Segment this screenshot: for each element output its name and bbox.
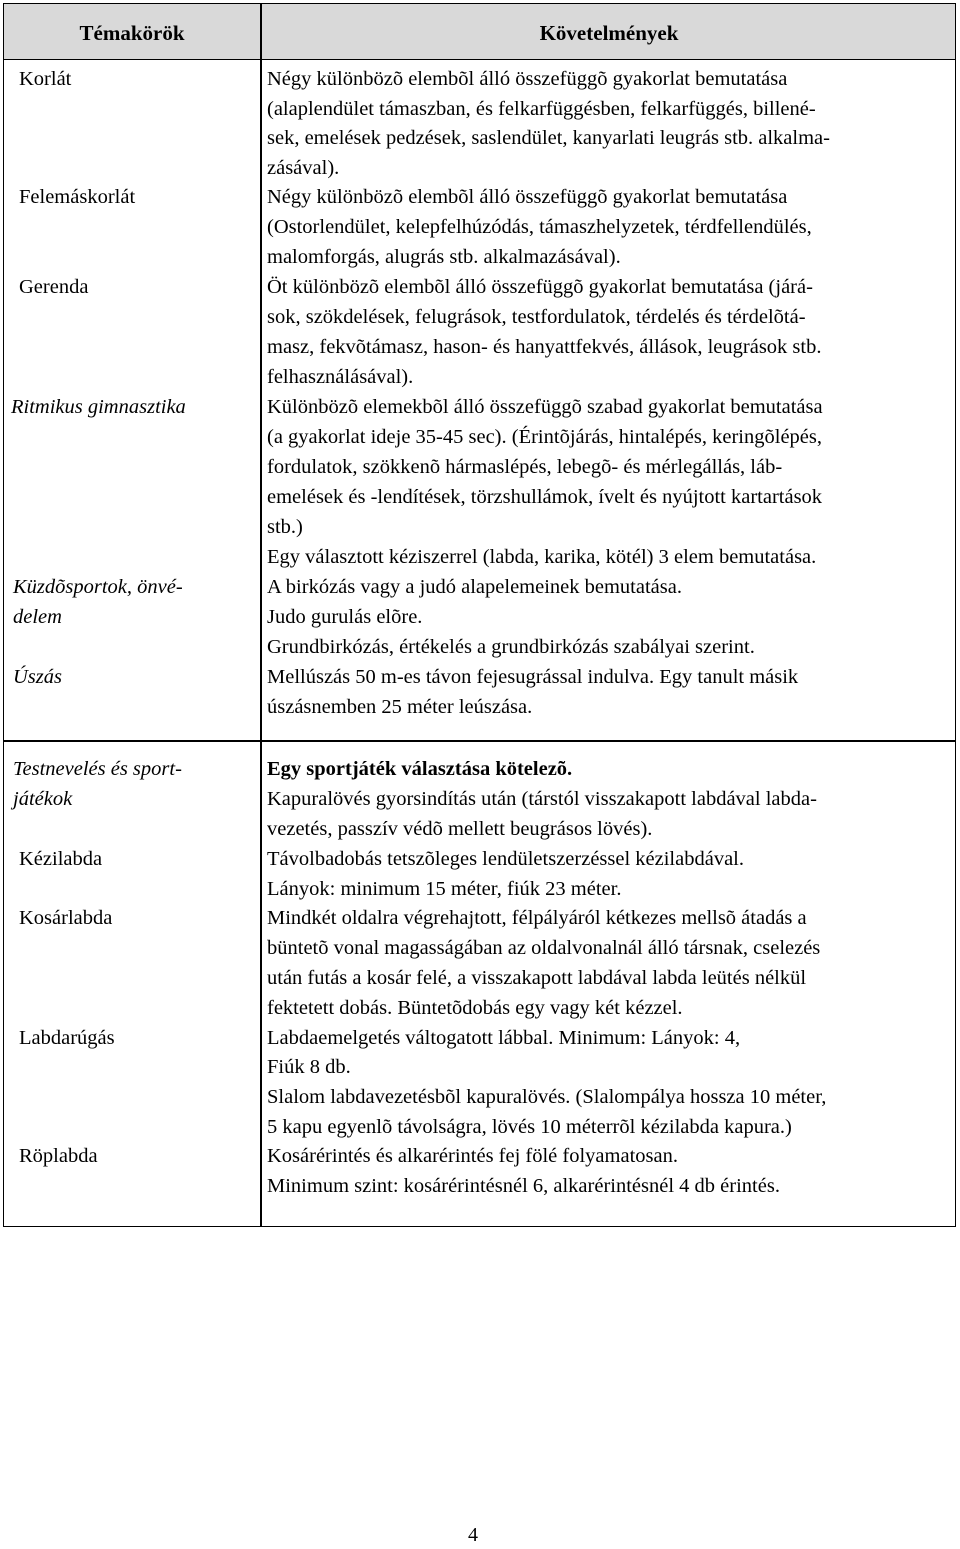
page-number: 4 [468, 1524, 478, 1546]
req-felemaskorlat-line: Négy különbözõ elembõl álló összefüggõ gyakorlat bemutatása [267, 186, 788, 208]
req-gerenda-line: masz, fekvõtámasz, hason- és hanyattfekvés, állások, leugrások stb. [267, 336, 822, 358]
requirements-table [3, 3, 956, 1227]
topic-ritmikus-gimnasztika: Ritmikus gimnasztika [11, 396, 186, 418]
req-gerenda-line: sok, szökdelések, felugrások, testfordulatok, térdelés és térdelõtá- [267, 306, 806, 328]
req-gerenda-line: Öt különbözõ elembõl álló összefüggõ gyakorlat bemutatása (járá- [267, 276, 813, 298]
req-sportjatek-line: 5 kapu egyenlõ távolságra, lövés 10 méterrõl kézilabda kapura.) [267, 1116, 792, 1138]
req-sportjatek-line: Távolbadobás tetszõleges lendületszerzéssel kézilabdával. [267, 848, 744, 870]
req-uszas-line: úszásnemben 25 méter leúszása. [267, 696, 533, 718]
topic-kosarlabda: Kosárlabda [19, 907, 113, 929]
req-ritmikus-line: emelések és -lendítések, törzshullámok, ívelt és nyújtott kartartások [267, 486, 823, 508]
req-sportjatek-line: Minimum szint: kosárérintésnél 6, alkarérintésnél 4 db érintés. [267, 1175, 780, 1197]
req-sportjatek-line: Kosárérintés és alkarérintés fej fölé folyamatosan. [267, 1145, 678, 1167]
topic-korlat: Korlát [19, 68, 72, 90]
topic-felemaskorlat: Felemáskorlát [19, 186, 136, 208]
req-ritmikus-line: Egy választott kéziszerrel (labda, karika, kötél) 3 elem bemutatása. [267, 546, 817, 568]
req-kuzdo-line: Judo gurulás elõre. [267, 606, 423, 628]
req-sportjatek-line: Fiúk 8 db. [267, 1056, 351, 1078]
req-uszas-line: Mellúszás 50 m-es távon fejesugrással indulva. Egy tanult másik [267, 666, 799, 688]
topic-testneveles-line2: játékok [13, 788, 73, 810]
topic-gerenda: Gerenda [19, 276, 89, 298]
req-ritmikus-line: fordulatok, szökkenõ hármaslépés, lebegõ- és mérlegállás, láb- [267, 456, 783, 478]
req-ritmikus-line: Különbözõ elemekbõl álló összefüggõ szabad gyakorlat bemutatása [267, 396, 823, 418]
table-header [4, 4, 955, 60]
req-korlat-line: zásával). [267, 157, 340, 179]
req-sportjatek-line: Mindkét oldalra végrehajtott, félpályáról kétkezes mellsõ átadás a [267, 907, 807, 929]
req-sportjatek-line: Kapuralövés gyorsindítás után (társtól visszakapott labdával labda- [267, 788, 817, 810]
req-sportjatek-line: vezetés, passzív védõ mellett beugrásos lövés). [267, 818, 653, 840]
topic-testneveles-line1: Testnevelés és sport- [13, 758, 182, 780]
req-ritmikus-line: stb.) [267, 516, 303, 538]
topic-roplabda: Röplabda [19, 1145, 98, 1167]
req-sportjatek-line: büntetõ vonal magasságában az oldalvonalnál álló társnak, cselezés [267, 937, 821, 959]
req-felemaskorlat-line: (Ostorlendület, kelepfelhúzódás, támaszhelyzetek, térdfellendülés, [267, 216, 812, 238]
req-gerenda-line: felhasználásával). [267, 366, 414, 388]
req-sportjatek-line: Labdaemelgetés váltogatott lábbal. Minimum: Lányok: 4, [267, 1027, 741, 1049]
req-sportjatek-line: Lányok: minimum 15 méter, fiúk 23 méter. [267, 878, 622, 900]
req-korlat-line: Négy különbözõ elembõl álló összefüggõ gyakorlat bemutatása [267, 68, 788, 90]
topic-kuzdosportok-line2: delem [13, 606, 62, 628]
req-korlat-line: sek, emelések pedzések, saslendület, kanyarlati leugrás stb. alkalma- [267, 127, 830, 149]
req-kuzdo-line: A birkózás vagy a judó alapelemeinek bemutatása. [267, 576, 682, 598]
section-divider [4, 740, 955, 742]
req-sportjatek-line: fektetett dobás. Büntetõdobás egy vagy két kézzel. [267, 997, 683, 1019]
topic-kuzdosportok-line1: Küzdõsportok, önvé- [13, 576, 183, 598]
topic-labdarugas: Labdarúgás [19, 1027, 115, 1049]
req-felemaskorlat-line: malomforgás, alugrás stb. alkalmazásával). [267, 246, 621, 268]
column-divider [260, 4, 262, 1226]
topic-kezilabda: Kézilabda [19, 848, 103, 870]
req-sportjatek-title: Egy sportjáték választása kötelezõ. [267, 758, 573, 780]
req-korlat-line: (alaplendület támaszban, és felkarfüggésben, felkarfüggés, billené- [267, 98, 816, 120]
req-sportjatek-line: Slalom labdavezetésbõl kapuralövés. (Slalompálya hossza 10 méter, [267, 1086, 827, 1108]
header-topics: Témakörök [79, 21, 185, 45]
req-ritmikus-line: (a gyakorlat ideje 35-45 sec). (Érintõjárás, hintalépés, keringõlépés, [267, 426, 823, 448]
header-requirements: Követelmények [539, 21, 679, 45]
req-sportjatek-line: után futás a kosár felé, a visszakapott labdával labda leütés nélkül [267, 967, 807, 989]
topic-uszas: Úszás [13, 666, 62, 688]
req-kuzdo-line: Grundbirkózás, értékelés a grundbirkózás szabályai szerint. [267, 636, 755, 658]
